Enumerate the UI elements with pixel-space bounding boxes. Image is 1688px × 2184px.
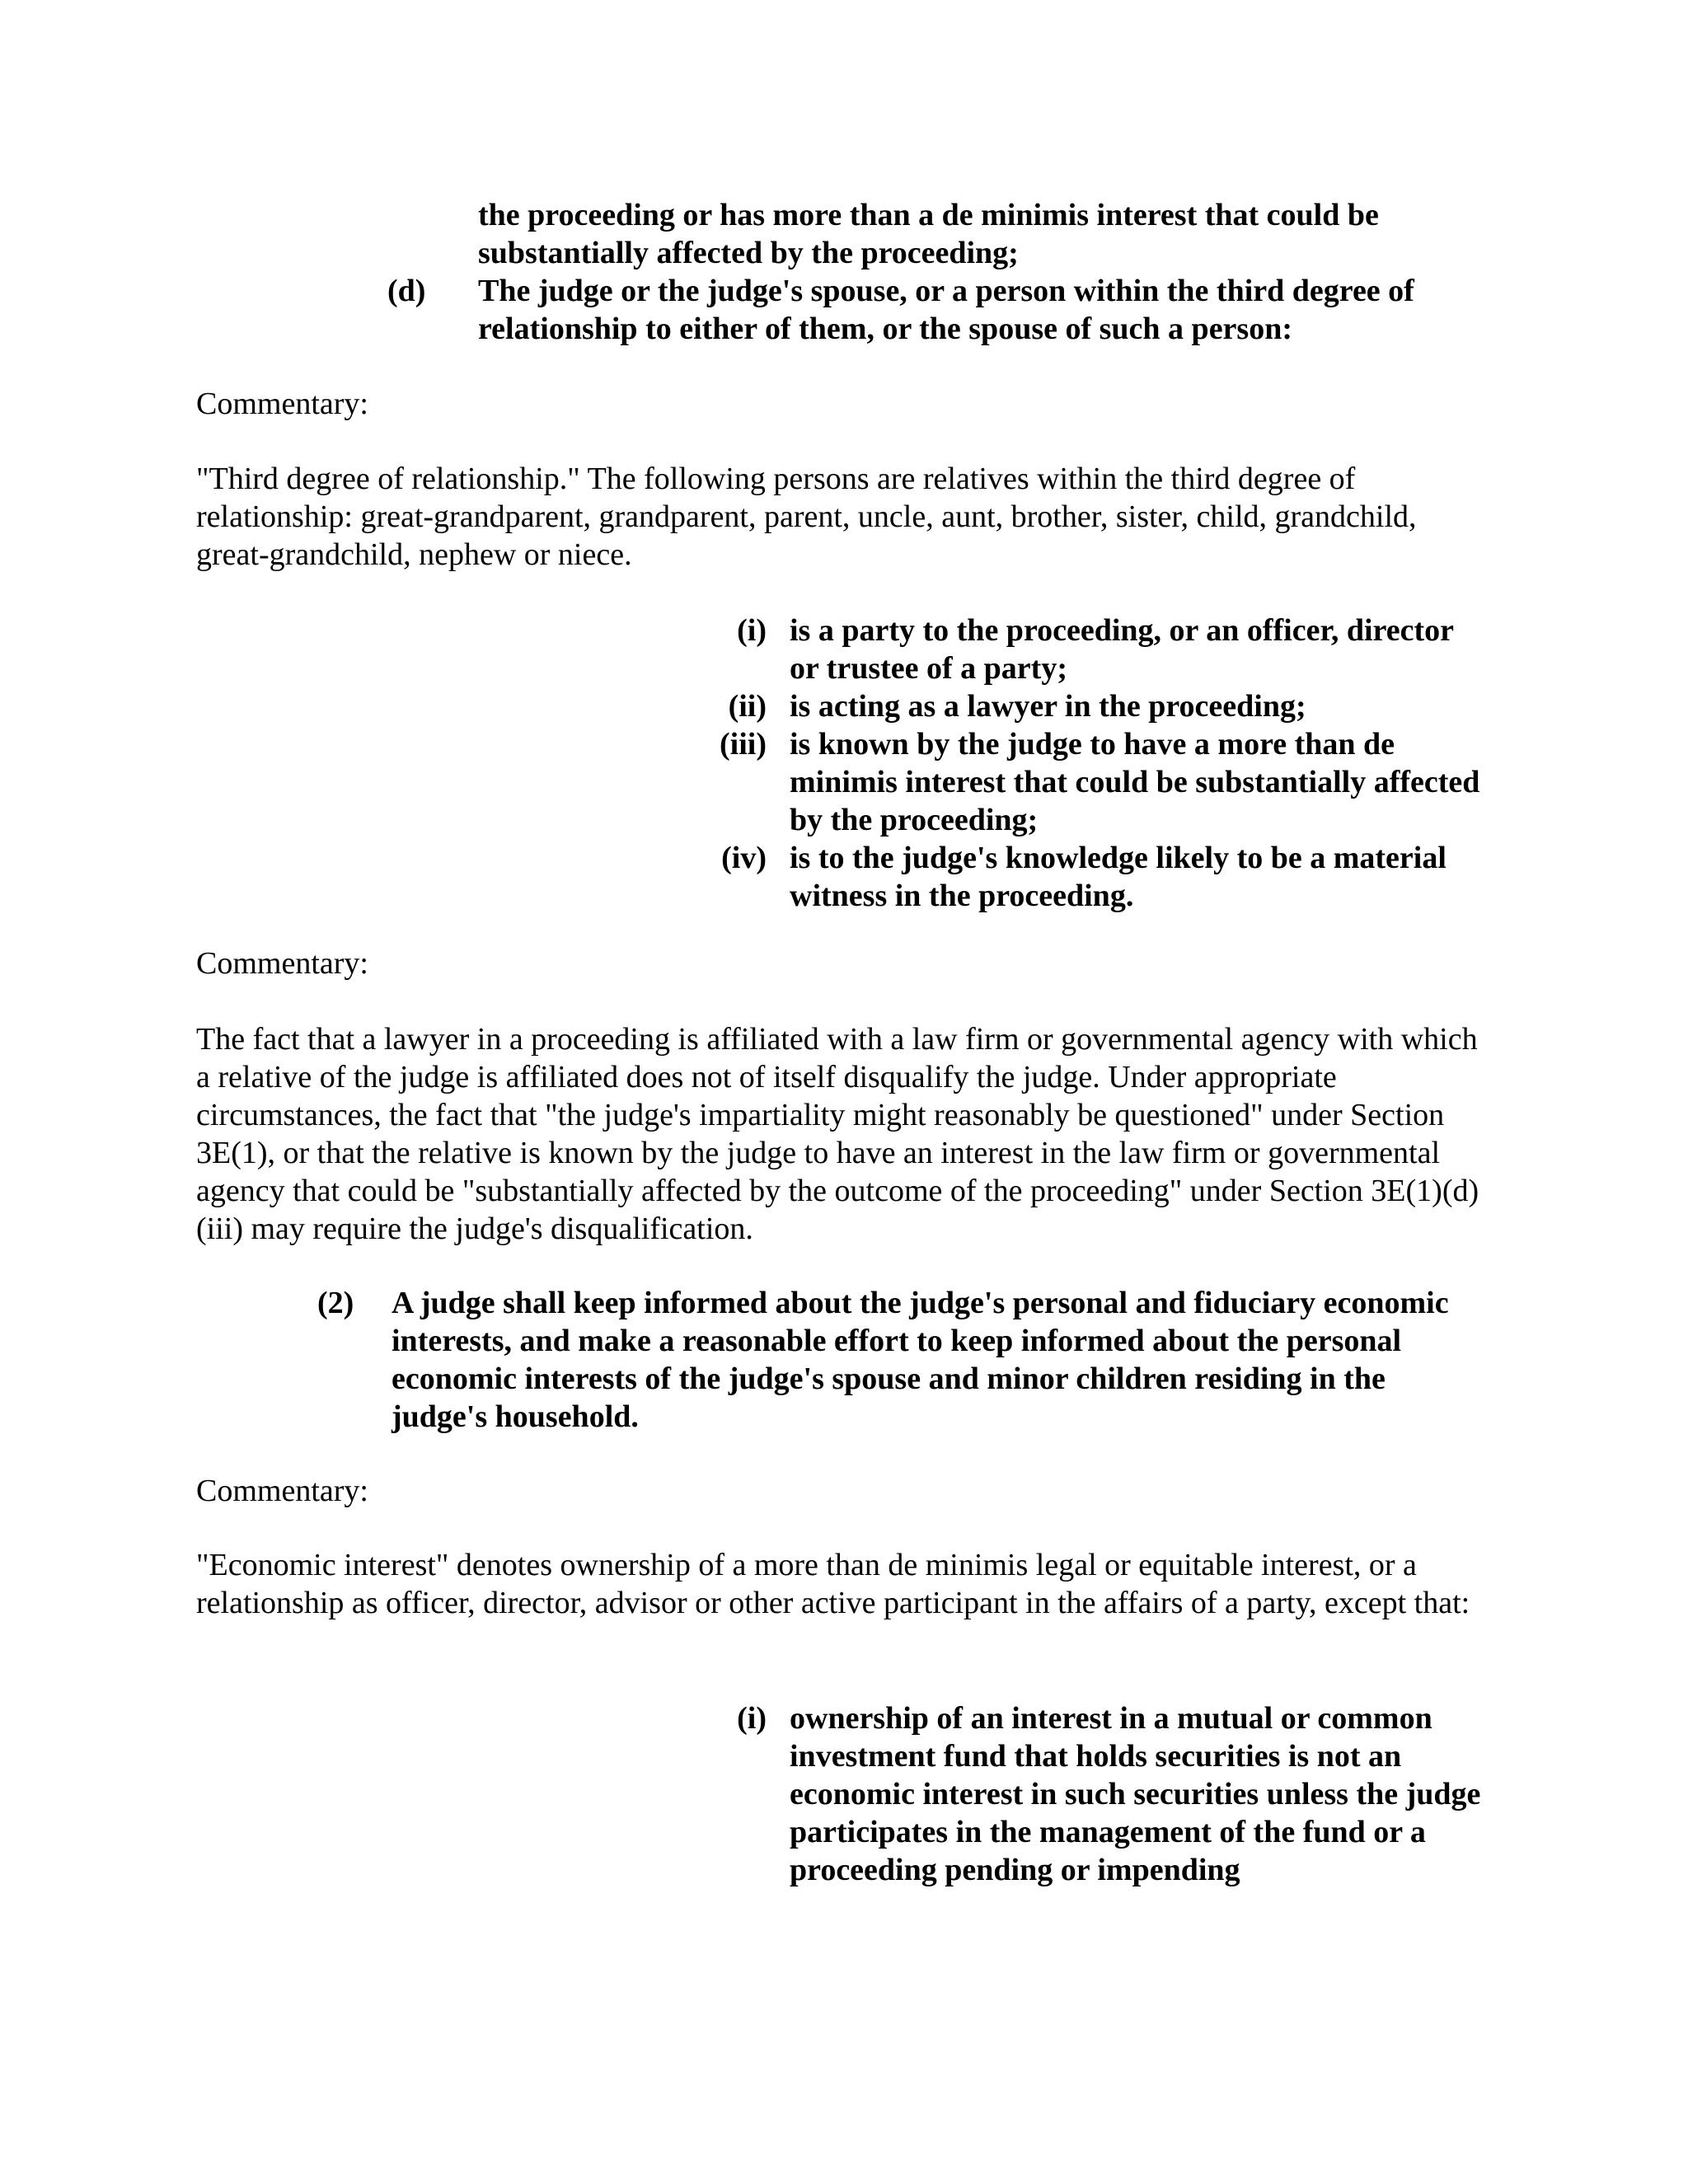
commentary-heading-2: Commentary:: [196, 946, 368, 981]
sub-item-text: is to the judge's knowledge likely to be a material witness in the proceeding.: [790, 841, 1447, 913]
sub-item-text: is known by the judge to have a more than de minimis interest that could be substantially affected by the proceeding;: [790, 727, 1480, 837]
item-2-label: (2): [317, 1286, 354, 1320]
sub-item: [701, 839, 1484, 915]
sub-item-label: (i): [737, 613, 767, 648]
item-2: [317, 1284, 1488, 1436]
exception-item-text: ownership of an interest in a mutual or common investment fund that holds securities is not an economic interest in such securities unless the judge participates in the management of the fund or a proceeding pending or impending: [790, 1701, 1481, 1887]
commentary-body-2: The fact that a lawyer in a proceeding is affiliated with a law firm or governmental agency with which a relative of the judge is affiliated does not of itself disqualify the judge. Under appropriate circumstances, the fact that "the judge's impartiality might reasonably be questioned" under Section 3E(1), or that the relative is known by the judge to have an interest in the law firm or governmental agency that could be "substantially affected by the outcome of the proceeding" under Section 3E(1)(d)(iii) may require the judge's disqualification.: [196, 1022, 1479, 1246]
item-d: [387, 272, 1484, 348]
item-d-text: The judge or the judge's spouse, or a person within the third degree of relationship to either of them, or the spouse of such a person:: [478, 274, 1414, 346]
sub-item-text: is acting as a lawyer in the proceeding;: [790, 689, 1306, 724]
sub-item-list: [701, 612, 1484, 915]
sub-item: [701, 687, 1484, 725]
sub-item-label: (ii): [728, 689, 767, 724]
commentary-heading-3: Commentary:: [196, 1474, 368, 1508]
sub-item-text: is a party to the proceeding, or an officer, director or trustee of a party;: [790, 613, 1454, 686]
commentary-heading-1: Commentary:: [196, 387, 368, 421]
exception-item-label: (i): [737, 1701, 767, 1736]
sub-item-label: (iv): [721, 841, 767, 875]
item-2-text: A judge shall keep informed about the judge's personal and fiduciary economic interests, and make a reasonable effort to keep informed about the personal economic interests of the judge's spouse and minor children residing in the judge's household.: [392, 1286, 1449, 1434]
commentary-body-3: "Economic interest" denotes ownership of a more than de minimis legal or equitable interest, or a relationship as officer, director, advisor or other active participant in the affairs of a party, except that:: [196, 1548, 1470, 1620]
continued-clause-text: the proceeding or has more than a de minimis interest that could be substantially affected by the proceeding;: [478, 198, 1379, 270]
sub-item-label: (iii): [720, 727, 767, 762]
sub-item: [701, 612, 1484, 687]
sub-item: [701, 725, 1484, 839]
item-d-label: (d): [387, 274, 426, 308]
commentary-body-1: "Third degree of relationship." The following persons are relatives within the third degree of relationship: great-grandparent, grandparent, parent, uncle, aunt, brother, sister, child, grandchild, great-grandchild, nephew or niece.: [196, 462, 1417, 572]
exception-item: [701, 1699, 1484, 1889]
